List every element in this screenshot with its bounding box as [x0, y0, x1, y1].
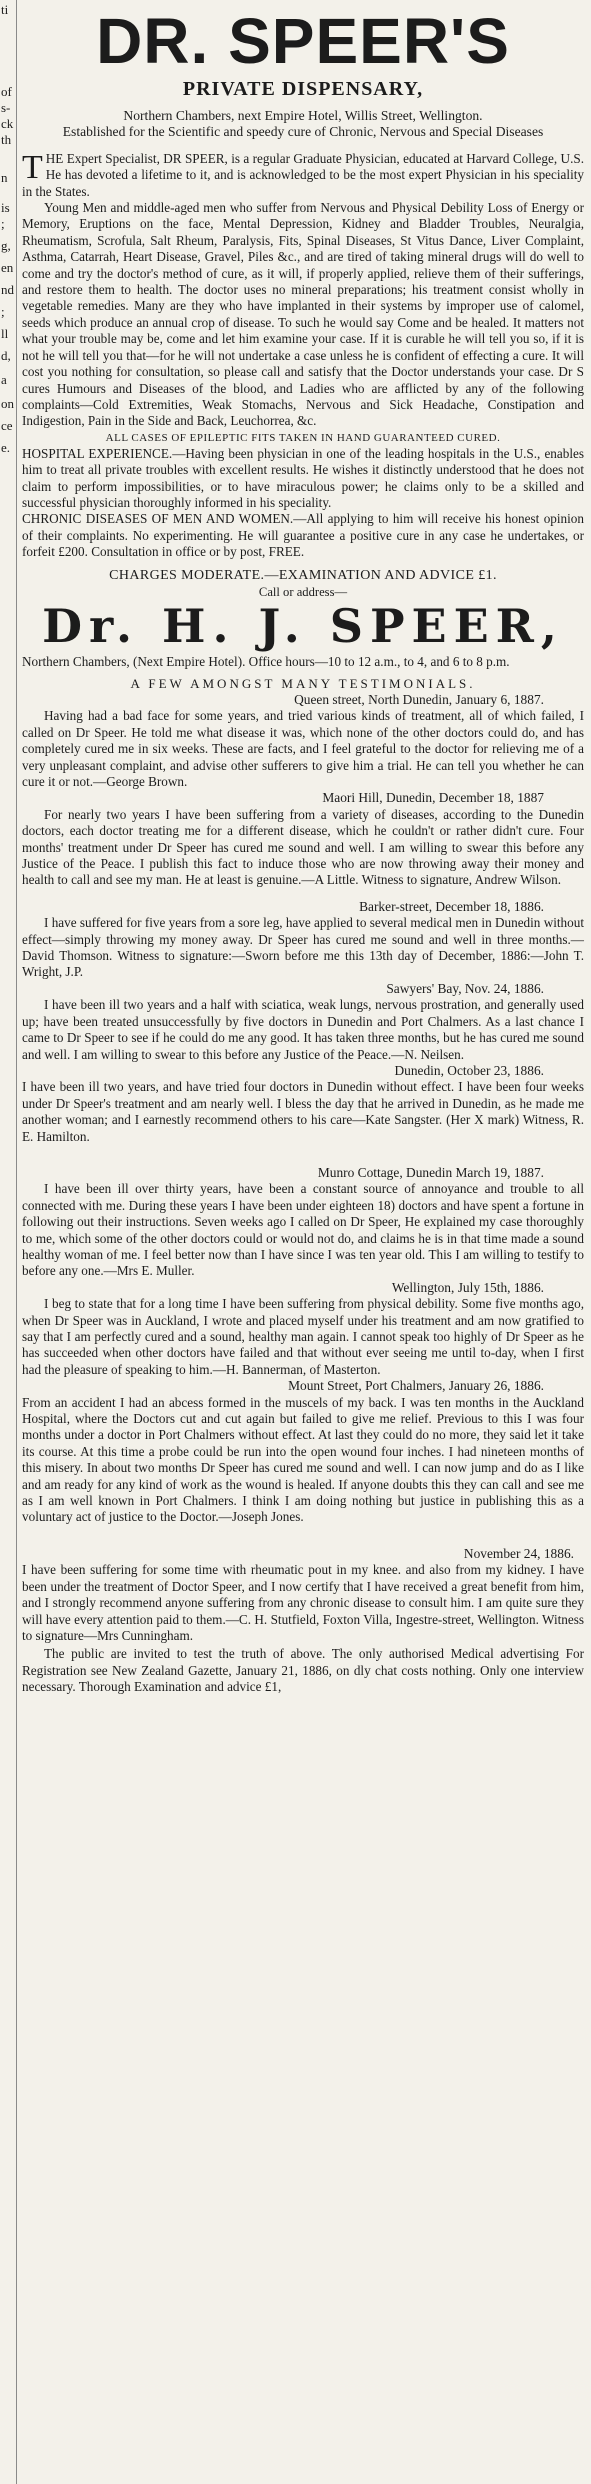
- edge-mark: ti: [1, 2, 9, 17]
- intro-text: HE Expert Specialist, DR SPEER, is a regular Graduate Physician, educated at Harvard College, U.S. He has devoted a lifetime to it, and is acknowledged to be the most expert Physician in his speciality in the States.: [22, 150, 584, 199]
- chronic-paragraph: CHRONIC DISEASES OF MEN AND WOMEN.—All applying to him will receive his honest opinion of their complaints. No experimenting. He will guarantee a positive cure in any case he undertakes, or forfeit £200. Consultation in office or by post, FREE.: [22, 511, 584, 560]
- conditions-paragraph: Young Men and middle-aged men who suffer from Nervous and Physical Debility Loss of Energy or Memory, Eruptions on the face, Mental Depression, Kidney and Bladder Troubles, Neuralgia, Rheumatism, Scrofula, Salt Rheum, Paralysis, Fits, Spinal Diseases, St Vitus Dance, Liver Complaint, Asthma, Catarrah, Heart Disease, Gravel, Piles &c., and are tired of taking mineral drugs will do well to come and try the doctor's method of cure, as it will, if properly applied, relieve them of their sufferings, and restore them to health. The doctor uses no mineral preparations; his treatment consist wholly in vegetable remedies. Many are they who have implanted in their systems by improper use of calomel, seeds which produce an annual crop of disease. To such he would say Come and be healed. It matters not what your trouble may be, come and let him examine your case. If it is curable he will tell you so, if it is not he will tell you that—for he will not undertake a case unless he is confident of effecting a cure. It will cost you nothing for consultation, so please call and satisfy that the Doctor understands your case. Dr S cures Humours and Diseases of the blood, and Ladies who are afflicted by any of the following complaints—Cold Extremities, Weak Stomachs, Nervous and Sick Headache, Constipation and Indigestion, Pain in the Side and Back, Leuchorrea, &c.: [22, 200, 584, 429]
- edge-mark: is: [1, 200, 10, 215]
- advertisement: [22, 6, 584, 1696]
- masthead-title: DR. SPEER'S: [96, 5, 510, 77]
- edge-mark: en: [1, 260, 14, 275]
- testimonial-text: I beg to state that for a long time I have been suffering from physical debility. Some five months ago, when Dr Speer was in Auckland, I wrote and placed myself under his treatment and am now gratified to say that I am perfectly cured and a sound, healthy man again. I cannot speak too highly of Dr Speer as he has succeeded when other doctors have failed and that without ever seeing me until to-day, when I first had the pleasure of speaking to him.—H. Bannerman, of Masterton.: [22, 1296, 584, 1377]
- establishment-line: Established for the Scientific and speedy cure of Chronic, Nervous and Special Diseases: [62, 124, 544, 140]
- edge-mark: th: [1, 132, 12, 147]
- edge-mark: d,: [1, 348, 11, 363]
- edge-mark: ;: [1, 216, 5, 231]
- epileptic-notice: ALL CASES OF EPILEPTIC FITS TAKEN IN HAND GUARANTEED CURED.: [105, 431, 501, 444]
- testimonial-text: Having had a bad face for some years, and tried various kinds of treatment, all of which failed, I called on Dr Speer. He told me what disease it was, which none of the other doctors could do, and has completely cured me in six weeks. These are facts, and I feel grateful to the doctor for relieving me of a very unpleasant complaint, and advise other sufferers to give him a trial. He can tell you whether he can cure it or not.—George Brown.: [22, 708, 584, 789]
- left-column-edge: [0, 0, 17, 2484]
- testimonial-place: Sawyers' Bay, Nov. 24, 1886.: [386, 980, 544, 996]
- edge-mark: ck: [1, 116, 14, 131]
- testimonial: [22, 1165, 584, 1280]
- testimonial-place: Dunedin, October 23, 1886.: [394, 1062, 544, 1078]
- testimonial-text: From an accident I had an abcess formed in the muscels of my back. I was ten months in the Auckland Hospital, where the Doctors cut and cut again but failed to give me relief. Previous to this I was four months under a doctor in Port Chalmers without effect. At last they could do no more, they said let it take its course. At this time a probe could be run into the open wound four inches. I had nineteen months of this misery. In about two months Dr Speer has cured me sound and well. I can now jump and do as I like and am ready for any kind of work as the wound is healed. If anyone doubts this they can call and see me as I am well known in Port Chalmers. I think I am doing nothing but justice in publishing this as a voluntary act of justice to the Doctor.—Joseph Jones.: [22, 1394, 584, 1525]
- testimonial-place: November 24, 1886.: [463, 1545, 574, 1561]
- testimonial-text: I have suffered for five years from a sore leg, have applied to several medical men in Dunedin without effect—simply throwing my money away. Dr Speer has cured me sound and well in three months.—David Thomson. Witness to signature:—Sworn before me this 13th day of December, 1886:—John T. Wright, J.P.: [22, 915, 584, 980]
- office-hours: Northern Chambers, (Next Empire Hotel). Office hours—10 to 12 a.m., to 4, and 6 to 8 p.m.: [22, 653, 510, 669]
- edge-mark: ll: [1, 326, 9, 341]
- testimonial: [22, 1378, 584, 1526]
- testimonial: [22, 692, 584, 790]
- spacer: [22, 1145, 584, 1165]
- call-line: Call or address—: [258, 584, 348, 599]
- footer-notice: The public are invited to test the truth of above. The only authorised Medical advertising For Registration see New Zealand Gazette, January 21, 1886, on dly chat costs nothing. Only one interview necessary. Thorough Examination and advice £1,: [22, 1646, 584, 1695]
- edge-mark: on: [1, 396, 14, 411]
- testimonial-text: I have been suffering for some time with rheumatic pout in my knee. and also from my kidney. I have been under the treatment of Doctor Speer, and I now certify that I have received a great benefit from him, and I strongly recommend anyone suffering from any chronic disease to consult him. I am quite sure they will have every attention paid to them.—C. H. Stutfield, Foxton Villa, Ingestre-street, Wellington. Witness to signature—Mrs Cunningham.: [22, 1562, 584, 1643]
- edge-mark: n: [1, 170, 8, 185]
- testimonial-place: Munro Cottage, Dunedin March 19, 1887.: [317, 1164, 544, 1180]
- spacer: [22, 1526, 584, 1546]
- testimonial-text: I have been ill over thirty years, have been a constant source of annoyance and trouble to all connected with me. During these years I have been under eighteen 18) doctors and have spent a fortune in following out their instructions. Seven weeks ago I called on Dr Speer, He explained my case thoroughly to me, which some of the other doctors could or would not do, and claims he is in that time made a sound healthy woman of me. I feel better now than I have since I was ten year old. This I am willing to testify to before any one.—Mrs E. Muller.: [22, 1181, 584, 1279]
- spacer: [22, 889, 584, 899]
- testimonial-place: Barker-street, December 18, 1886.: [359, 898, 544, 914]
- edge-mark: g,: [1, 238, 11, 253]
- testimonial-place: Wellington, July 15th, 1886.: [391, 1279, 544, 1295]
- testimonial-text: I have been ill two years, and have tried four doctors in Dunedin without effect. I have been four weeks under Dr Speer's treatment and am nearly well. I bless the day that he arrived in Dunedin, as he made me another woman; and I earnestly recommend others to his care—Kate Sangster. (Her X mark) Witness, R. E. Hamilton.: [22, 1079, 584, 1144]
- testimonial-place: Maori Hill, Dunedin, December 18, 1887: [322, 790, 544, 806]
- testimonial: [22, 1280, 584, 1378]
- edge-mark: of: [1, 84, 12, 99]
- drop-cap: T: [22, 148, 43, 186]
- intro-paragraph: [22, 148, 584, 200]
- hospital-paragraph: HOSPITAL EXPERIENCE.—Having been physician in one of the leading hospitals in the U.S., enables him to treat all private troubles with excellent results. He wishes it distinctly understood that he does not claim to perform impossibilities, or to have miraculous power; he claims only to be a skilled and successful physician thoroughly informed in his speciality.: [22, 445, 584, 510]
- testimonial: [22, 1546, 584, 1644]
- testimonial-text: For nearly two years I have been suffering from a variety of diseases, according to the Dunedin doctors, each doctor treating me for a different disease, which he couldn't or rather didn't cure. Four months' treatment under Dr Speer has cured me sound and well. I am willing to swear this before any Justice of the Peace. I publish this fact to induce those who are now throwing away their money and health to call and see my man. He at least is genuine.—A Little. Witness to signature, Andrew Wilson.: [22, 806, 584, 888]
- doctor-name: Dr. H. J. SPEER,: [42, 598, 564, 653]
- edge-mark: nd: [1, 282, 14, 297]
- edge-mark: s-: [1, 100, 11, 115]
- testimonial: [22, 899, 584, 981]
- testimonial: [22, 1063, 584, 1145]
- edge-mark: ce: [1, 418, 13, 433]
- testimonial: [22, 981, 584, 1063]
- testimonials-heading: A FEW AMONGST MANY TESTIMONIALS.: [130, 675, 476, 691]
- edge-mark: e.: [1, 440, 11, 455]
- testimonial-text: I have been ill two years and a half with sciatica, weak lungs, nervous prostration, and generally used up; have been treated unsuccessfully by five doctors in Dunedin and Port Chalmers. As a last chance I came to Dr Speer to see if he could do me any good. It has taken three months, but he has cured me sound and well. I am willing to swear to this before any Justice of the Peace.—N. Neilsen.: [22, 997, 584, 1062]
- testimonial-place: Mount Street, Port Chalmers, January 26, 1886.: [288, 1378, 544, 1394]
- testimonial-place: Queen street, North Dunedin, January 6, 1887.: [294, 691, 544, 707]
- edge-mark: a: [1, 372, 7, 387]
- address-line: Northern Chambers, next Empire Hotel, Willis Street, Wellington.: [123, 108, 483, 123]
- testimonial: [22, 790, 584, 888]
- edge-mark: ;: [1, 304, 5, 319]
- charges-line: CHARGES MODERATE.—EXAMINATION AND ADVICE £1.: [109, 567, 497, 583]
- masthead-subtitle: PRIVATE DISPENSARY,: [182, 78, 424, 100]
